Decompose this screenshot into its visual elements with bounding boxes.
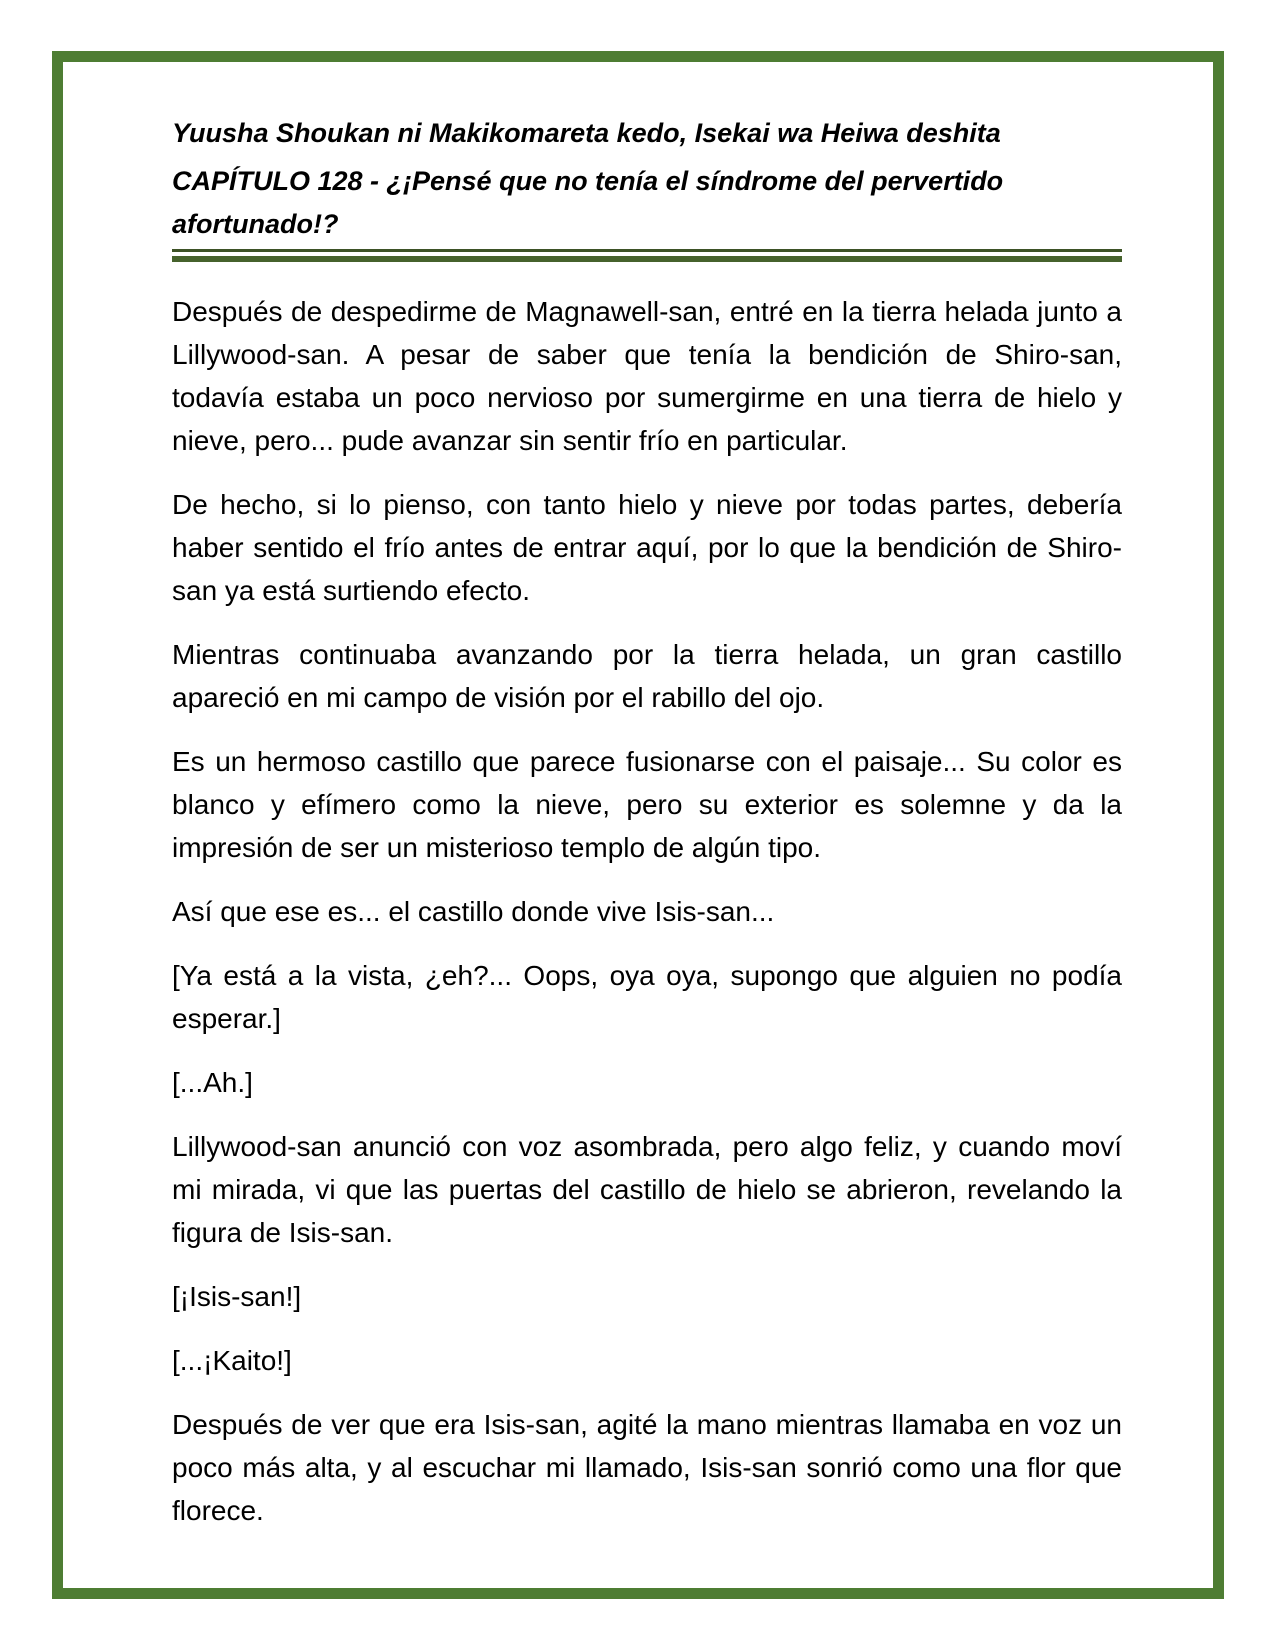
page-content [63, 62, 1213, 1532]
page-border-frame [52, 51, 1224, 1599]
paragraph: Después de ver que era Isis-san, agité la mano mientras llamaba en voz un poco más alta, y al escuchar mi llamado, Isis-san sonrió como una flor que florece. [172, 1409, 1122, 1526]
paragraph: Es un hermoso castillo que parece fusionarse con el paisaje... Su color es blanco y efímero como la nieve, pero su exterior es solemne y da la impresión de ser un misterioso templo de algún tipo. [172, 746, 1122, 863]
heading-divider [172, 249, 1122, 262]
paragraph: Así que ese es... el castillo donde vive Isis-san... [172, 896, 775, 927]
paragraph: [¡Isis-san!] [172, 1281, 302, 1312]
paragraph: Lillywood-san anunció con voz asombrada, pero algo feliz, y cuando moví mi mirada, vi que las puertas del castillo de hielo se abrieron, revelando la figura de Isis-san. [172, 1131, 1122, 1248]
series-title: Yuusha Shoukan ni Makikomareta kedo, Isekai wa Heiwa deshita [172, 118, 1001, 148]
paragraph: [...¡Kaito!] [172, 1345, 292, 1376]
paragraph: [...Ah.] [172, 1067, 253, 1098]
heading-divider-thin-line [172, 249, 1122, 252]
paragraph: [Ya está a la vista, ¿eh?... Oops, oya oya, supongo que alguien no podía esperar.] [172, 960, 1122, 1034]
paragraph: Después de despedirme de Magnawell-san, entré en la tierra helada junto a Lillywood-san. A pesar de saber que tenía la bendición de Shiro-san, todavía estaba un poco nervioso por sumergirme en una tierra de hielo y nieve, pero... pude avanzar sin sentir frío en particular. [172, 296, 1122, 456]
paragraph: De hecho, si lo pienso, con tanto hielo y nieve por todas partes, debería haber sentido el frío antes de entrar aquí, por lo que la bendición de Shiro-san ya está surtiendo efecto. [172, 489, 1122, 606]
chapter-heading: CAPÍTULO 128 - ¿¡Pensé que no tenía el síndrome del pervertido afortunado!? [172, 166, 1004, 239]
chapter-body [172, 262, 1122, 1532]
paragraph: Mientras continuaba avanzando por la tierra helada, un gran castillo apareció en mi campo de visión por el rabillo del ojo. [172, 639, 1122, 713]
